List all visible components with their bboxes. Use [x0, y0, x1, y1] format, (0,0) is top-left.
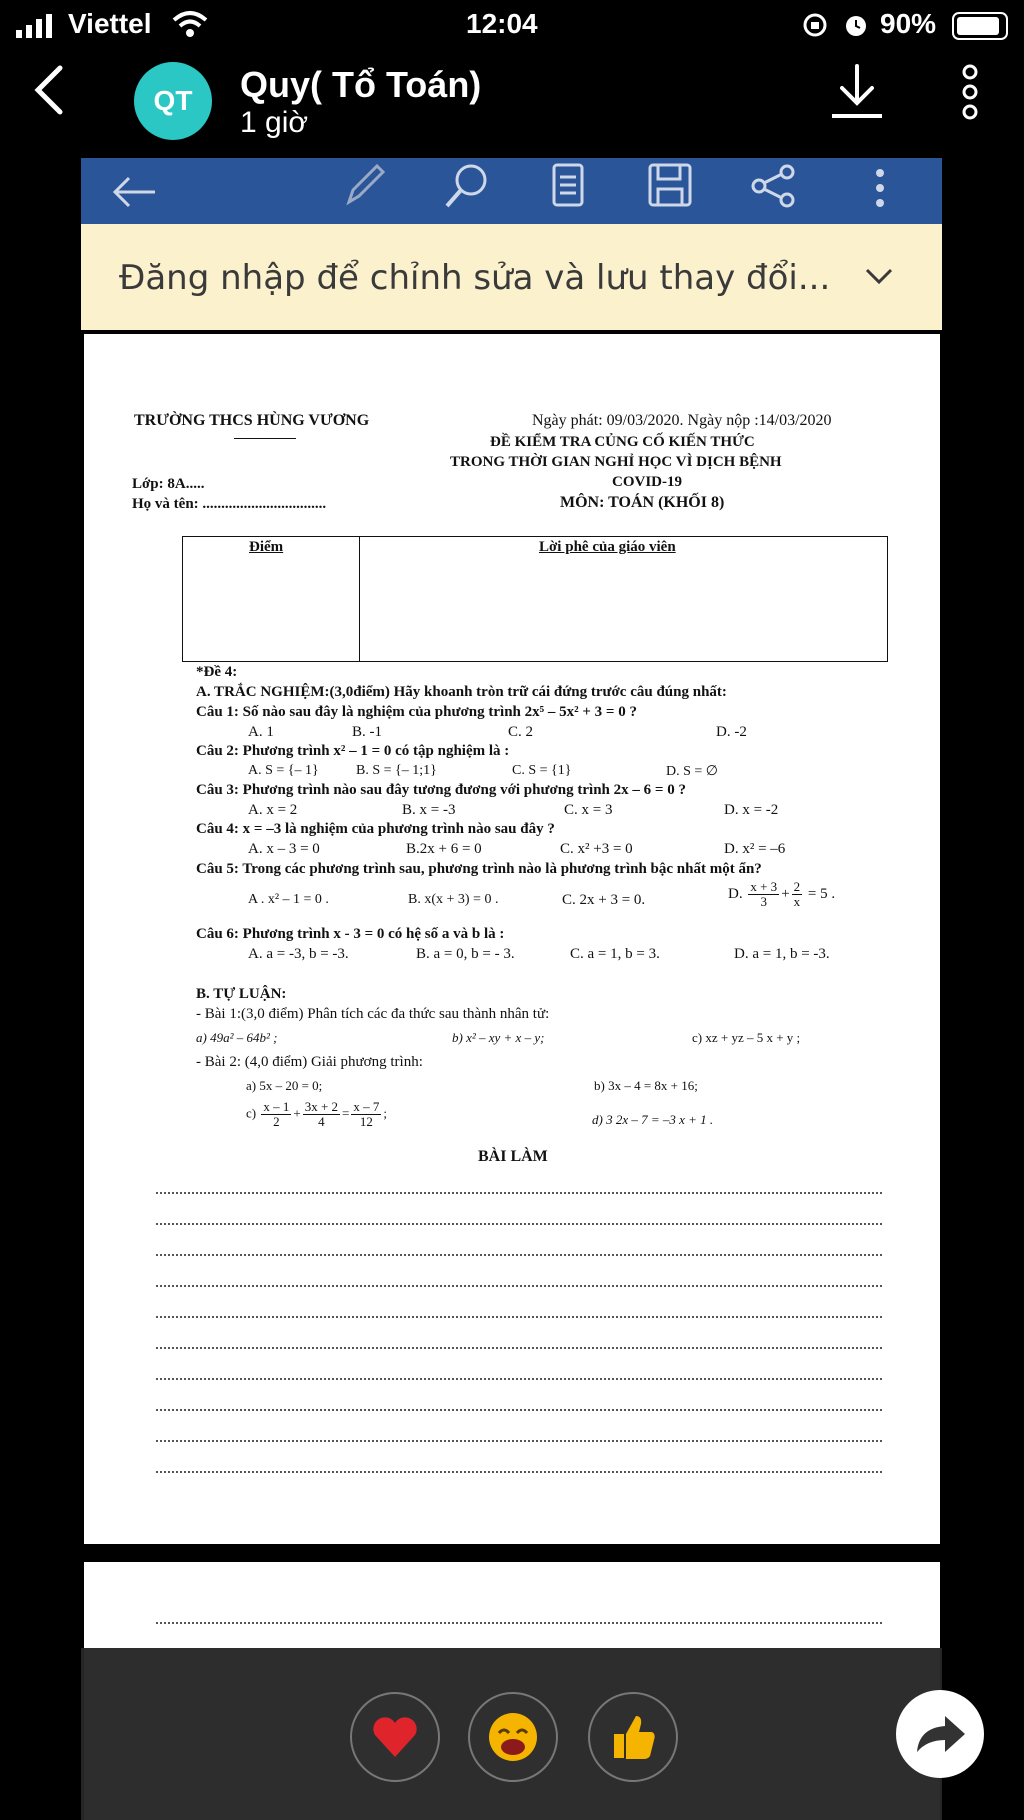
thumbs-up-icon [608, 1712, 658, 1762]
q6-option-a: A. a = -3, b = -3. [248, 946, 349, 962]
exam-title-1: ĐỀ KIỂM TRA CỦNG CỐ KIẾN THỨC [490, 434, 755, 450]
laugh-reaction-button[interactable] [468, 1692, 558, 1782]
fraction: $\frac{2}{x}$ [793, 879, 801, 909]
q4-option-d: D. x² = –6 [724, 841, 786, 857]
q2-option-b: B. S = {– 1;1} [356, 763, 437, 778]
name-line: Họ và tên: ................................. [132, 496, 327, 512]
q1-option-c: C. 2 [508, 724, 534, 740]
exam-code: *Đề 4: [196, 664, 238, 680]
section-a-heading: A. TRẮC NGHIỆM:(3,0điểm) Hãy khoanh tròn trữ cái đứng trước câu đúng nhất: [196, 684, 727, 700]
fraction: $\frac{3x + 2}{4}$ [304, 1099, 339, 1129]
wifi-icon [172, 10, 208, 38]
question-5: Câu 5: Trong các phương trình sau, phương trình nào là phương trình bậc nhất một ẩn? [196, 861, 762, 877]
q4-option-c: C. x² +3 = 0 [560, 841, 633, 857]
answer-title: BÀI LÀM [478, 1148, 548, 1165]
answer-line [156, 1622, 882, 1624]
edit-pencil-icon[interactable] [343, 164, 385, 208]
signal-icon [16, 14, 56, 38]
q5-option-d-label: D. [728, 885, 743, 902]
subject-line: MÔN: TOÁN (KHỐI 8) [560, 494, 725, 511]
school-name: TRƯỜNG THCS HÙNG VƯƠNG [134, 412, 370, 429]
message-time: 1 giờ [240, 106, 309, 139]
q3-option-c: C. x = 3 [564, 802, 613, 818]
q1-option-b: B. -1 [352, 724, 382, 740]
q1-option-a: A. 1 [248, 724, 274, 740]
document-page [84, 334, 940, 1544]
forward-share-button[interactable] [896, 1690, 984, 1778]
q1-option-d: D. -2 [716, 724, 747, 740]
q4-option-a: A. x – 3 = 0 [248, 841, 320, 857]
answer-line [156, 1316, 882, 1318]
carrier-name: Viettel [68, 8, 152, 39]
q3-option-d: D. x = -2 [724, 802, 779, 818]
exam-title-2: TRONG THỜI GIAN NGHỈ HỌC VÌ DỊCH BỆNH [450, 454, 782, 470]
fraction: $\frac{x - 1}{2}$ [263, 1099, 290, 1129]
q4-option-b: B.2x + 6 = 0 [406, 841, 482, 857]
login-banner[interactable] [81, 224, 942, 330]
reading-mode-icon[interactable] [551, 162, 585, 210]
bai1-b: b) x² – xy + x – y; [452, 1030, 545, 1045]
heart-icon [371, 1715, 419, 1759]
back-arrow-icon[interactable] [32, 64, 66, 116]
answer-line [156, 1285, 882, 1287]
fraction: $\frac{x + 3}{3}$ [750, 879, 778, 909]
bai2-a: a) 5x – 20 = 0; [246, 1078, 323, 1093]
answer-line [156, 1254, 882, 1256]
share-icon[interactable] [751, 164, 797, 208]
laughing-face-icon [487, 1711, 539, 1763]
fraction: $\frac{x - 7}{12}$ [353, 1099, 380, 1129]
avatar[interactable]: QT [134, 62, 212, 140]
q6-option-c: C. a = 1, b = 3. [570, 946, 660, 962]
question-2: Câu 2: Phương trình x² – 1 = 0 có tập nghiệm là : [196, 743, 510, 759]
q5-option-a: A . x² – 1 = 0 . [248, 892, 329, 907]
issue-dates: Ngày phát: 09/03/2020. Ngày nộp :14/03/2020 [532, 412, 832, 429]
score-header: Điểm [249, 539, 284, 555]
bai1-a: a) 49a² – 64b² ; [196, 1030, 278, 1045]
clock: 12:04 [466, 8, 538, 39]
answer-line [156, 1192, 882, 1194]
viewer-back-icon[interactable] [111, 176, 157, 208]
divider [234, 438, 296, 439]
save-icon[interactable] [647, 162, 693, 208]
rotation-lock-icon [802, 12, 828, 38]
answer-line [156, 1409, 882, 1411]
battery-icon [952, 12, 1008, 40]
comment-header: Lời phê của giáo viên [539, 539, 676, 555]
q3-option-b: B. x = -3 [402, 802, 456, 818]
bai1-heading: - Bài 1:(3,0 điểm) Phân tích các đa thức sau thành nhân tử: [196, 1006, 550, 1022]
forward-arrow-icon [913, 1712, 967, 1756]
answer-line [156, 1347, 882, 1349]
search-icon[interactable] [443, 162, 489, 210]
answer-line [156, 1223, 882, 1225]
q5-option-d: D. $\frac{x + 3}{3}$ + $\frac{2}{x}$ = 5 . [728, 879, 836, 909]
answer-line [156, 1471, 882, 1473]
q2-option-d: D. S = ∅ [666, 764, 718, 779]
bai2-c: c) $\frac{x - 1}{2}$ + $\frac{3x + 2}{4}$ = $\frac{x - 7}{12}$ ; [246, 1099, 388, 1129]
login-banner-text: Đăng nhập để chỉnh sửa và lưu thay đổi... [119, 258, 831, 298]
bai1-c: c) xz + yz – 5 x + y ; [692, 1030, 801, 1045]
table-divider [359, 537, 360, 661]
q2-option-a: A. S = {– 1} [248, 763, 319, 778]
chevron-down-icon[interactable] [865, 268, 893, 286]
answer-line [156, 1440, 882, 1442]
class-line: Lớp: 8A..... [132, 476, 205, 492]
score-table [182, 536, 888, 662]
status-bar [0, 0, 1024, 50]
heart-reaction-button[interactable] [350, 1692, 440, 1782]
exam-title-3: COVID-19 [612, 474, 682, 490]
question-3: Câu 3: Phương trình nào sau đây tương đương với phương trình 2x – 6 = 0 ? [196, 782, 686, 798]
question-1: Câu 1: Số nào sau đây là nghiệm của phương trình 2x⁵ – 5x² + 3 = 0 ? [196, 704, 637, 720]
q5-option-b: B. x(x + 3) = 0 . [408, 892, 499, 907]
section-b-heading: B. TỰ LUẬN: [196, 986, 287, 1002]
more-options-icon[interactable] [960, 64, 980, 120]
q6-option-b: B. a = 0, b = - 3. [416, 946, 515, 962]
q5-option-c: C. 2x + 3 = 0. [562, 892, 646, 908]
answer-line [156, 1378, 882, 1380]
like-reaction-button[interactable] [588, 1692, 678, 1782]
bai2-b: b) 3x – 4 = 8x + 16; [594, 1078, 698, 1093]
alarm-icon [842, 11, 870, 39]
bai2-heading: - Bài 2: (4,0 điểm) Giải phương trình: [196, 1054, 423, 1070]
viewer-more-icon[interactable] [873, 168, 887, 208]
question-4: Câu 4: x = –3 là nghiệm của phương trình nào sau đây ? [196, 821, 555, 837]
sender-name: Quy( Tổ Toán) [240, 64, 482, 105]
q6-option-d: D. a = 1, b = -3. [734, 946, 830, 962]
q3-option-a: A. x = 2 [248, 802, 298, 818]
question-6: Câu 6: Phương trình x - 3 = 0 có hệ số a và b là : [196, 926, 505, 942]
download-icon[interactable] [828, 62, 886, 122]
q2-option-c: C. S = {1} [512, 763, 572, 778]
battery-percent: 90% [880, 8, 937, 39]
viewer-toolbar [81, 158, 942, 224]
bai2-d: d) 3 2x – 7 = –3 x + 1 . [592, 1112, 714, 1127]
